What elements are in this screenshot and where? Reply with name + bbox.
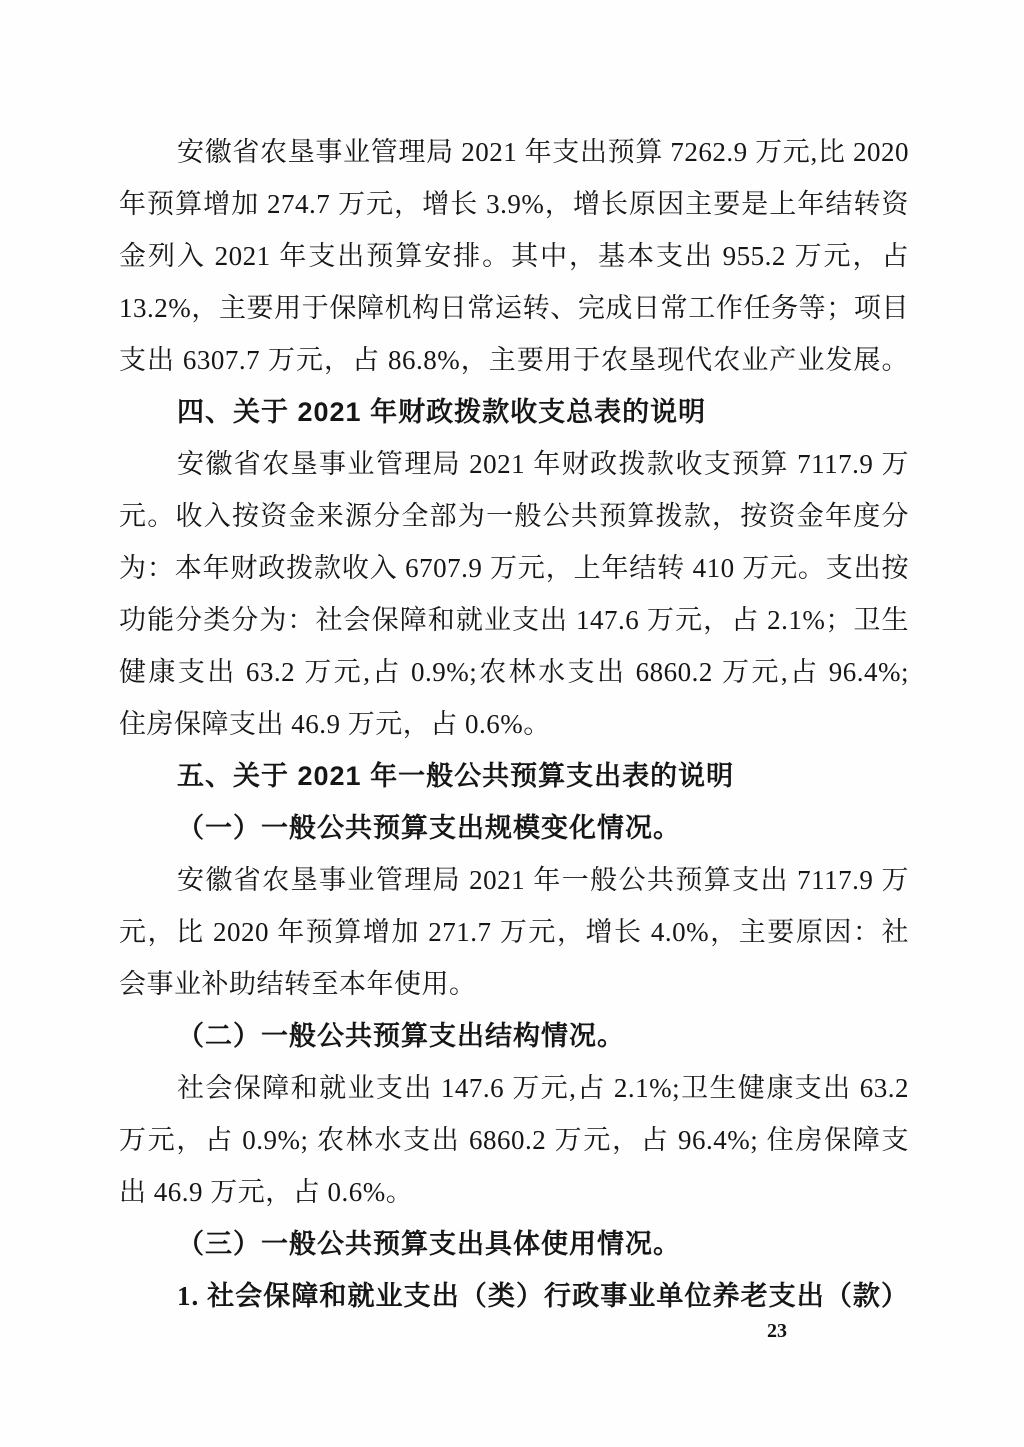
text-line: 四、关于 2021 年财政拨款收支总表的说明 [177,397,707,427]
text-line: 金列入 2021 年支出预算安排。其中，基本支出 955.2 万元，占 [119,241,909,271]
text-line: 安徽省农垦事业管理局 2021 年支出预算 7262.9 万元,比 2020 [177,137,909,167]
text-line: （一）一般公共预算支出规模变化情况。 [177,813,681,843]
text-line: 为：本年财政拨款收入 6707.9 万元，上年结转 410 万元。支出按 [119,553,909,583]
paragraph-expenditure-budget-overview [119,126,909,386]
text-line: （三）一般公共预算支出具体使用情况。 [177,1229,681,1259]
section-heading-five [119,750,909,802]
paragraph-budget-structure [119,1062,909,1218]
page-number: 23 [767,1320,787,1342]
section-heading-four [119,386,909,438]
text-line: 社会保障和就业支出 147.6 万元,占 2.1%;卫生健康支出 63.2 [177,1073,909,1103]
subsection-heading-two [119,1010,909,1062]
text-line: （二）一般公共预算支出结构情况。 [177,1021,625,1051]
text-line: 会事业补助结转至本年使用。 [119,969,477,999]
text-line: 出 46.9 万元，占 0.6%。 [119,1177,414,1207]
text-line: 13.2%，主要用于保障机构日常运转、完成日常工作任务等；项目 [119,293,909,323]
text-line: 安徽省农垦事业管理局 2021 年财政拨款收支预算 7117.9 万 [177,449,909,479]
text-line: 健康支出 63.2 万元,占 0.9%;农林水支出 6860.2 万元,占 96.4%; [119,657,909,687]
paragraph-budget-scale-change [119,854,909,1010]
subsection-heading-three [119,1218,909,1270]
text-line: 支出 6307.7 万元，占 86.8%，主要用于农垦现代农业产业发展。 [119,345,909,375]
text-line: 元。收入按资金来源分全部为一般公共预算拨款，按资金年度分 [119,501,909,531]
document-body [119,126,909,1322]
paragraph-fiscal-appropriation [119,438,909,750]
subsection-heading-one [119,802,909,854]
text-line: 元，比 2020 年预算增加 271.7 万元，增长 4.0%，主要原因：社 [119,917,909,947]
text-line: 年预算增加 274.7 万元，增长 3.9%，增长原因主要是上年结转资 [119,189,909,219]
text-line: 住房保障支出 46.9 万元，占 0.6%。 [119,709,551,739]
list-item-one [119,1270,909,1322]
text-line: 万元，占 0.9%; 农林水支出 6860.2 万元，占 96.4%; 住房保障支 [119,1125,909,1155]
text-line: 1. 社会保障和就业支出（类）行政事业单位养老支出（款） [177,1281,909,1311]
text-line: 安徽省农垦事业管理局 2021 年一般公共预算支出 7117.9 万 [177,865,909,895]
text-line: 功能分类分为：社会保障和就业支出 147.6 万元，占 2.1%；卫生 [119,605,909,635]
text-line: 五、关于 2021 年一般公共预算支出表的说明 [177,761,735,791]
